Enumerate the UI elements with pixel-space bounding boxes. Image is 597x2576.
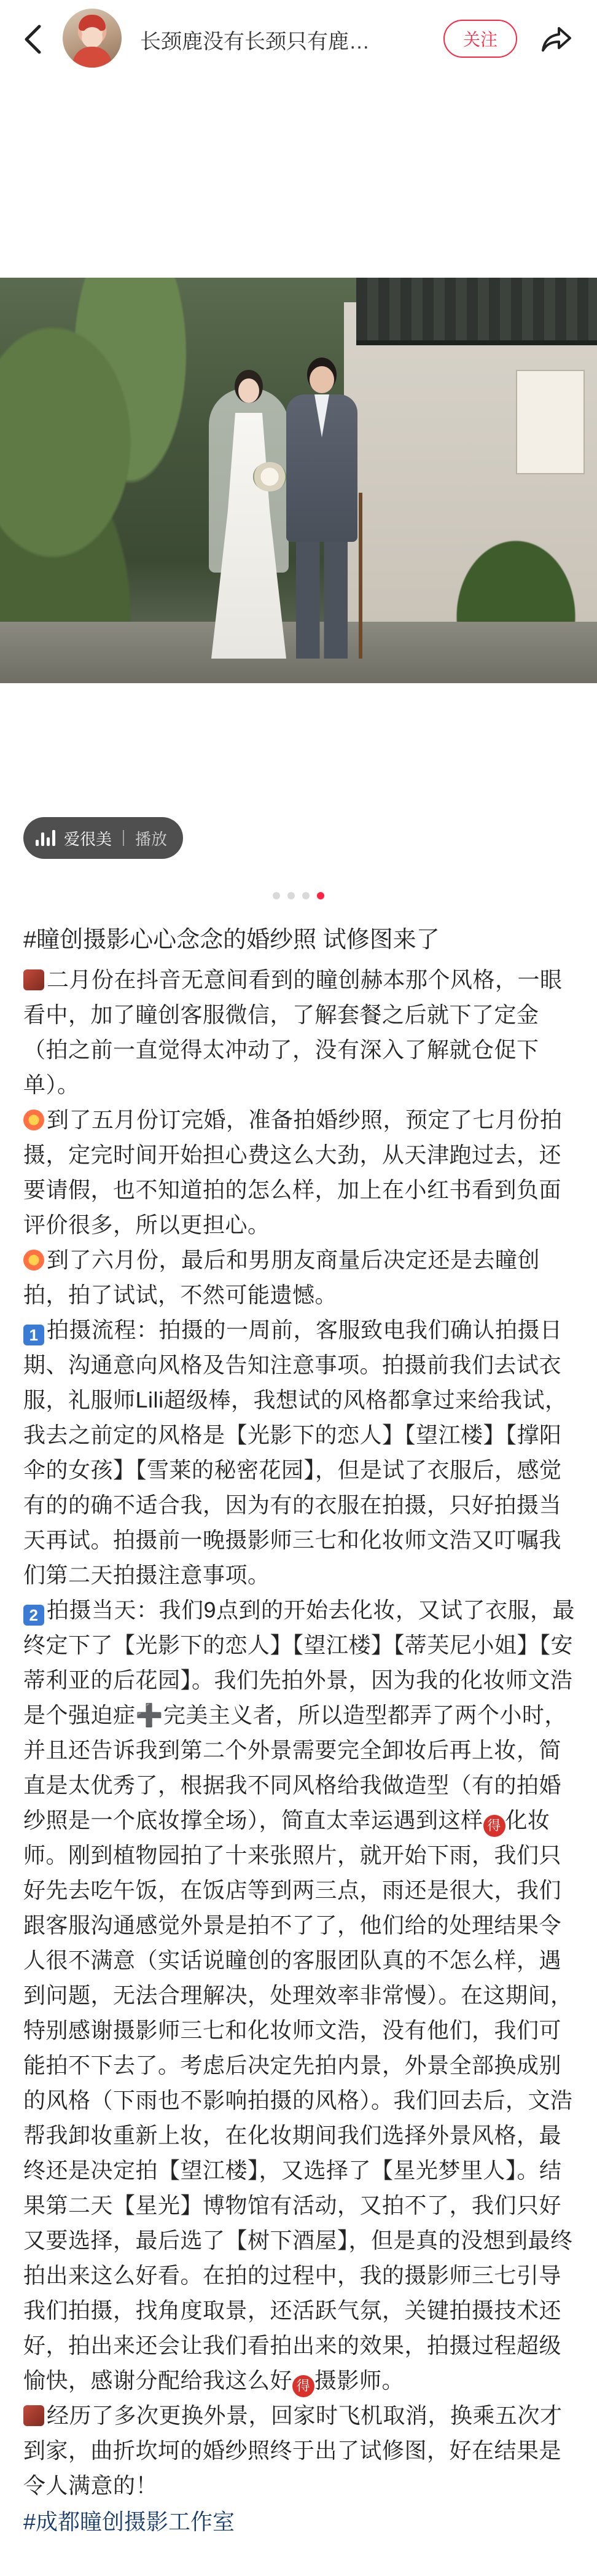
paragraph-5: 2 拍摄当天：我们9点到的开始去化妆，又试了衣服，最终定下了【光影下的恋人】【望江楼】【蒂芙尼小姐】【安蒂利亚的后花园】。我们先拍外景，因为我的化妆师文浩是个强迫症➕完美主义者，所以造型都弄了两个小时，并且还告诉我到第二个外景需要完全卸妆后再上妆，简直是太优秀了，根据我不同风格给我做造型（有的拍婚纱照是一个底妆撑全场），简直太幸运遇到这样 得 化妆师。刚到植物园拍了十来张照片，就开始下雨，我们只好先去吃午饭，在饭店等到两三点，雨还是很大，我们跟客服沟通感觉外景是拍不了了，他们给的处理结果令人很不满意（实话说瞳创的客服团队真的不怎么样，遇到问题，无法合理解决，处理效率非常慢）。在这期间，特别感谢摄影师三七和化妆师文浩，没有他们，我们可能拍不下去了。考虑后决定先拍内景，外景全部换成别的风格（下雨也不影响拍摄的风格）。我们回去后，文浩帮我卸妆重新上妆，在化妆期间我们选择外景风格，最终还是决定拍【望江楼】，又选择了【星光梦里人】。结果第二天【星光】博物馆有活动，又拍不了，我们只好又要选择，最后选了【树下酒屋】，但是真的没想到最终拍出来这么好看。在拍的过程中，我的摄影师三七引导我们拍摄，找角度取景，还活跃气氛，关键拍摄技术还好，拍出来还会让我们看拍出来的效果，拍摄过程超级愉快，感谢分配给我这么好 得 摄影师。	[23, 1592, 576, 2398]
back-button[interactable]	[17, 22, 48, 57]
top-bar	[0, 0, 597, 80]
carousel-dot	[273, 892, 280, 899]
carousel-indicator	[0, 892, 597, 899]
hashtag-link[interactable]: #成都瞳创摄影工作室	[23, 2509, 235, 2534]
paragraph-2: 到了五月份订完婚，准备拍婚纱照，预定了七月份拍摄，定完时间开始担心费这么大劲，从天津跑过去，还要请假，也不知道拍的怎么样，加上在小红书看到负面评价很多，所以更担心。	[23, 1107, 563, 1237]
paragraph-6: 经历了多次更换外景，回家时飞机取消，换乘五次才到家，曲折坎坷的婚纱照终于出了试修图，好在结果是令人满意的！	[23, 2403, 563, 2498]
media-carousel[interactable]	[0, 80, 597, 872]
share-button[interactable]	[540, 25, 572, 54]
keycap-1-icon: 1	[23, 1325, 44, 1345]
follow-button[interactable]: 关注	[443, 20, 517, 58]
music-name: 爱很美	[64, 829, 112, 848]
sound-wave-icon	[36, 830, 55, 846]
music-chip[interactable]	[23, 817, 183, 859]
signboard-image	[516, 370, 585, 474]
clapper-icon	[23, 2405, 44, 2426]
keycap-2-icon: 2	[23, 1605, 44, 1626]
share-icon	[540, 25, 572, 54]
paragraph-3: 到了六月份，最后和男朋友商量后决定还是去瞳创拍，拍了试试，不然可能遗憾。	[23, 1247, 540, 1307]
ring-icon	[23, 1250, 44, 1270]
clapper-icon	[23, 969, 44, 990]
paragraph-1: 二月份在抖音无意间看到的瞳创赫本那个风格，一眼看中，加了瞳创客服微信，了解套餐之后就下了定金（拍之前一直觉得太冲动了，没有深入了解就仓促下单）。	[23, 967, 563, 1097]
groom-figure	[275, 358, 367, 665]
plus-icon: ➕	[135, 1702, 163, 1728]
ring-icon	[23, 1110, 44, 1130]
post-content	[23, 922, 576, 2539]
play-label[interactable]: 播放	[135, 829, 168, 848]
wedding-photo[interactable]	[0, 278, 597, 683]
post-title: #瞳创摄影心心念念的婚纱照 试修图来了	[23, 927, 440, 953]
carousel-dot	[302, 892, 310, 899]
chevron-left-icon	[23, 24, 42, 55]
de-badge-icon: 得	[483, 1815, 505, 1837]
author-name[interactable]: 长颈鹿没有长颈只有鹿…	[140, 30, 370, 53]
de-badge-icon: 得	[292, 2375, 314, 2397]
paragraph-4: 1 拍摄流程：拍摄的一周前，客服致电我们确认拍摄日期、沟通意向风格及告知注意事项。拍摄前我们去试衣服，礼服师Lili超级棒，我想试的风格都拿过来给我试，我去之前定的风格是【光影下的恋人】【望江楼】【撑阳伞的女孩】【雪莱的秘密花园】，但是试了衣服后，感觉有的的确不适合我，因为有的衣服在拍摄，只好拍摄当天再试。拍摄前一晚摄影师三七和化妆师文浩又叮嘱我们第二天拍摄注意事项。	[23, 1317, 568, 1587]
avatar[interactable]	[63, 9, 122, 68]
carousel-dot	[287, 892, 295, 899]
carousel-dot-active	[317, 892, 324, 899]
